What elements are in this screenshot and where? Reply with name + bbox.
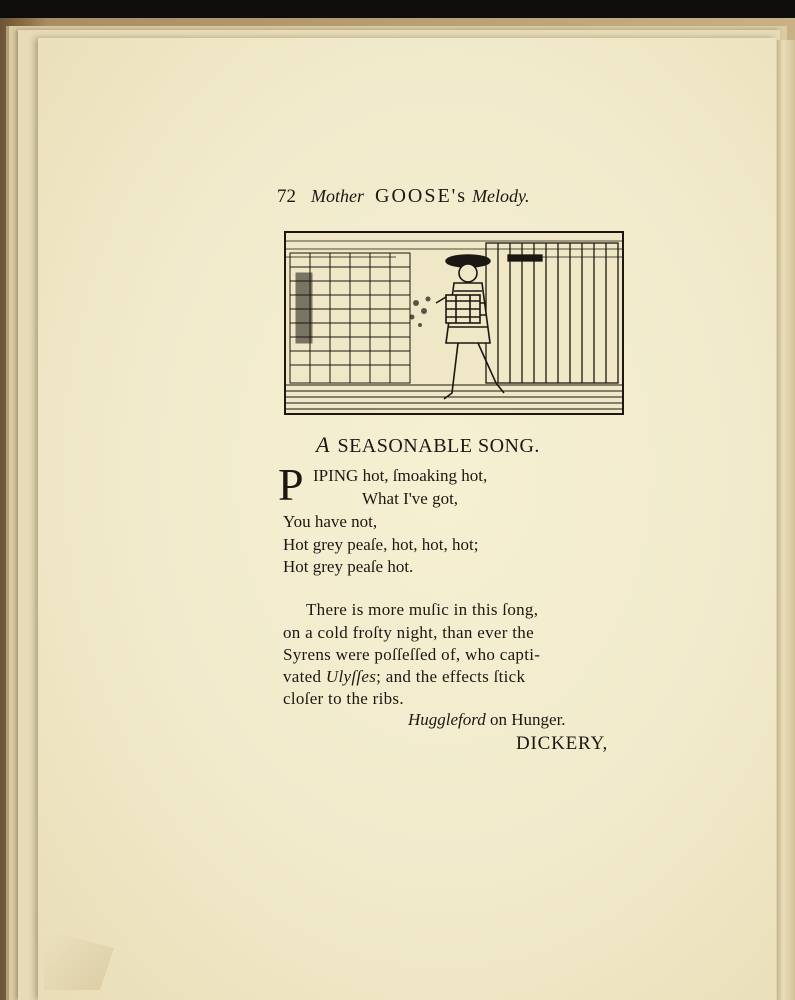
attribution-title: on Hunger.	[485, 710, 566, 729]
commentary-text: vated	[283, 667, 322, 686]
verse-line: You have not,	[283, 512, 378, 531]
attribution-author: Huggleford	[408, 710, 486, 729]
running-head-melody: Melody.	[472, 186, 530, 206]
page-edge-right	[777, 40, 795, 1000]
running-head-mother: Mother	[311, 186, 364, 206]
woodcut-illustration	[284, 231, 624, 415]
verse-line: IPING hot, ſmoaking hot,	[313, 466, 488, 485]
song-title-letter: A	[316, 432, 330, 457]
commentary-line: on a cold froſty night, than ever the	[283, 623, 534, 642]
running-head-goose: GOOSE's	[375, 185, 468, 207]
verse-line: Hot grey peaſe hot.	[283, 557, 414, 576]
book-page	[38, 38, 776, 1000]
song-title-text: SEASONABLE SONG.	[337, 435, 540, 457]
commentary-line: Syrens were poſſeſſed of, who capti-	[283, 645, 541, 664]
drop-cap: P	[278, 459, 304, 510]
running-head	[277, 185, 530, 208]
verse-line: What I've got,	[362, 489, 459, 508]
verse-line: Hot grey peaſe, hot, hot, hot;	[283, 535, 479, 554]
woodcut-street-vendor-icon	[286, 233, 622, 413]
song-title	[316, 432, 540, 458]
commentary-line: cloſer to the ribs.	[283, 689, 404, 708]
commentary-line	[283, 667, 525, 687]
catchword: DICKERY,	[516, 733, 609, 754]
commentary-line: There is more muſic in this ſong,	[306, 600, 539, 619]
page-number: 72	[277, 186, 296, 207]
attribution	[408, 710, 566, 730]
commentary-text: ; and the effects ſtick	[376, 667, 526, 686]
commentary-ulysses: Ulyſſes	[325, 667, 377, 686]
